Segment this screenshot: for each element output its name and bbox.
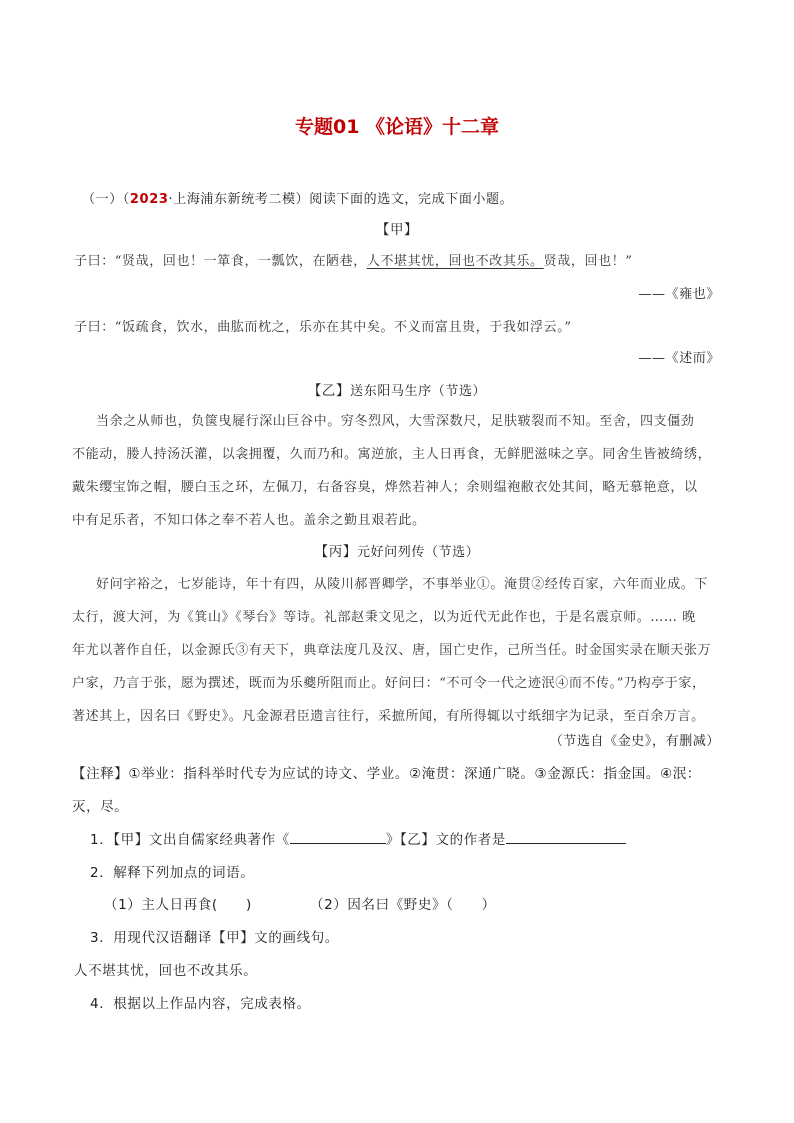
question-2: 2．解释下列加点的词语。 [90, 865, 255, 881]
bing-heading [0, 540, 794, 560]
yi-heading-bracket: 【乙】 [307, 383, 351, 399]
jia-source-2: ——《述而》 [638, 351, 720, 366]
question-3: 3．用现代汉语翻译【甲】文的画线句。 [90, 930, 339, 946]
bing-heading-bracket: 【丙】 [314, 544, 357, 560]
bing-line: 著述其上，因名曰《野史》。凡金源君臣遗言往行，采摭所闻，有所得辄以寸纸细字为记录，至百余万言。 [72, 709, 705, 724]
jia-source-1: ——《雍也》 [638, 287, 720, 302]
intro-source: ·上海浦东新统考二模） [168, 192, 310, 207]
answer-blank-2[interactable] [506, 831, 626, 844]
bing-line: 太行，渡大河，为《箕山》《琴台》等诗。礼部赵秉文见之，以为近代无此作也，于是名震京师。…… 晚 [72, 610, 696, 625]
jia-line-1-a: 子曰：“贤哉，回也！一箪食，一瓢饮，在陋巷， [74, 254, 367, 269]
yi-heading [0, 379, 794, 399]
intro-text: 阅读下面的选文，完成下面小题。 [309, 192, 514, 207]
bing-line: 年尤以著作自任，以金源氏③有天下，典章法度几及汉、唐，国亡史作，己所当任。时金国实录在顺天张万 [72, 643, 712, 658]
bing-line: 好问字裕之，七岁能诗，年十有四，从陵川郝晋卿学，不事举业①。淹贯②经传百家，六年而业成。下 [96, 577, 709, 592]
yi-line: 中有足乐者，不知口体之奉不若人也。盖余之勤且艰若此。 [72, 513, 426, 528]
yi-heading-text: 送东阳马生序（节选） [350, 384, 487, 399]
intro-line [82, 188, 513, 207]
question-2-item-1: （1）主人日再食( ) [104, 897, 252, 913]
answer-blank-1[interactable] [290, 831, 386, 844]
jia-heading: 【甲】 [375, 222, 419, 238]
page-title: 专题01 《论语》十二章 [294, 116, 500, 138]
jia-line-1-b: 贤哉，回也！” [543, 254, 633, 269]
jia-line-1 [74, 250, 633, 269]
yi-line: 当余之从师也，负箧曳屣行深山巨谷中。穷冬烈风，大雪深数尺，足肤皲裂而不知。至舍，四支僵劲 [96, 414, 695, 429]
notes-line-2: 灭，尽。 [72, 799, 129, 815]
yi-line: 戴朱缨宝饰之帽，腰白玉之环，左佩刀，右备容臭，烨然若神人；余则缊袍敝衣处其间，略无慕艳意，以 [72, 480, 698, 495]
yi-line: 不能动，媵人持汤沃灌，以衾拥覆，久而乃和。寓逆旅，主人日再食，无鲜肥滋味之享。同舍生皆被绮绣， [72, 447, 712, 462]
jia-underlined-sentence: 人不堪其忧，回也不改其乐。 [366, 254, 544, 269]
jia-line-2: 子曰：“饭疏食，饮水，曲肱而枕之，乐亦在其中矣。不义而富且贵，于我如浮云。” [74, 320, 572, 335]
intro-prefix: （一）（ [82, 192, 130, 207]
bing-source: （节选自《金史》，有删减） [549, 734, 720, 749]
question-3-text: 人不堪其忧，回也不改其乐。 [74, 963, 258, 979]
bing-heading-text: 元好问列传（节选） [356, 545, 480, 560]
question-2-item-2: （2）因名曰《野史》（ ） [310, 897, 496, 913]
question-4: 4．根据以上作品内容，完成表格。 [90, 996, 311, 1012]
question-1-b: 》【乙】文的作者是 [385, 832, 506, 848]
intro-year: 2023 [129, 192, 169, 207]
question-1 [90, 828, 626, 848]
notes-line-1: 【注释】①举业：指科举时代专为应试的诗文、学业。②淹贯：深通广晓。③金源氏：指金国。④泯： [72, 766, 701, 782]
question-1-a: 1．【甲】文出自儒家经典著作《 [90, 832, 290, 848]
bing-line: 户家，乃言于张，愿为撰述，既而为乐夔所阻而止。好问曰：“不可令一代之迹泯④而不传。”乃构亭于家， [72, 676, 706, 691]
